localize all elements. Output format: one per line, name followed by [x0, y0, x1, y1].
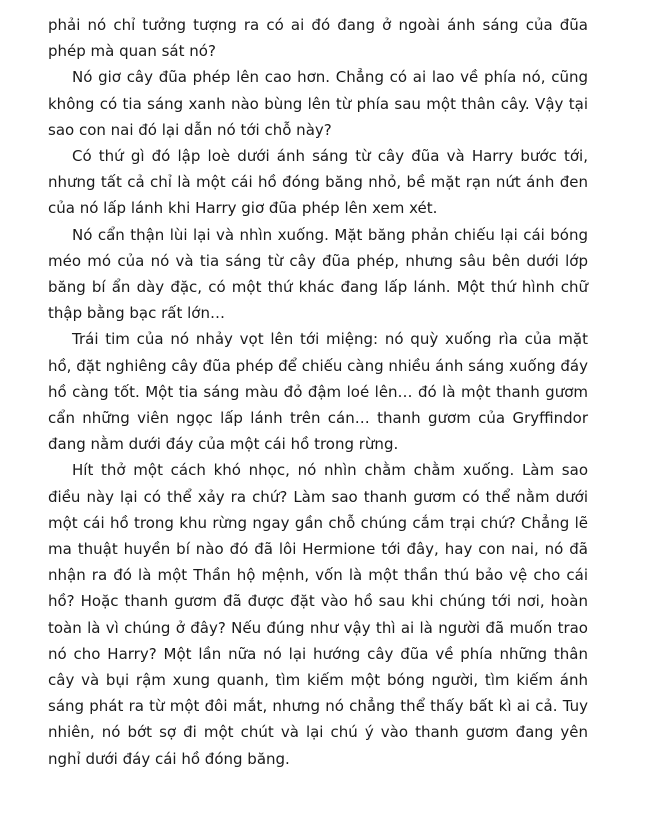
paragraph: Nó cẩn thận lùi lại và nhìn xuống. Mặt băng phản chiếu lại cái bóng méo mó của nó và tia sáng từ cây đũa phép, nhưng sâu bên dưới lớp băng bí ẩn dày đặc, có một thứ khác đang lấp lánh. Một thứ hình chữ thập bằng bạc rất lớn…: [48, 225, 588, 323]
paragraph: Nó giơ cây đũa phép lên cao hơn. Chẳng có ai lao về phía nó, cũng không có tia sáng xanh nào bùng lên từ phía sau một thân cây. Vậy tại sao con nai đó lại dẫn nó tới chỗ này?: [48, 68, 588, 139]
paragraph: phải nó chỉ tưởng tượng ra có ai đó đang ở ngoài ánh sáng của đũa phép mà quan sát nó?: [48, 16, 588, 61]
document-page: [48, 12, 588, 772]
paragraph: Trái tim của nó nhảy vọt lên tới miệng: nó quỳ xuống rìa của mặt hồ, đặt nghiêng cây đũa phép để chiếu càng nhiều ánh sáng xuống đáy hồ càng tốt. Một tia sáng màu đỏ đậm loé lên… đó là một thanh gươm cẩn những viên ngọc lấp lánh trên cán… thanh gươm của Gryffindor đang nằm dưới đáy của một cái hồ trong rừng.: [48, 330, 588, 454]
paragraph: Có thứ gì đó lập loè dưới ánh sáng từ cây đũa và Harry bước tới, nhưng tất cả chỉ là một cái hồ đóng băng nhỏ, bề mặt rạn nứt ánh đen của nó lấp lánh khi Harry giơ đũa phép lên xem xét.: [48, 147, 588, 218]
paragraph: Hít thở một cách khó nhọc, nó nhìn chằm chằm xuống. Làm sao điều này lại có thể xảy ra chứ? Làm sao thanh gươm có thể nằm dưới một cái hồ trong khu rừng ngay gần chỗ chúng cắm trại chứ? Chẳng lẽ ma thuật huyền bí nào đó đã lôi Hermione tới đây, hay con nai, nó đã nhận ra đó là một Thần hộ mệnh, vốn là một thần thú bảo vệ cho cái hồ? Hoặc thanh gươm đã được đặt vào hồ sau khi chúng tới nơi, hoàn toàn là vì chúng ở đây? Nếu đúng như vậy thì ai là người đã muốn trao nó cho Harry? Một lần nữa nó lại hướng cây đũa về phía những thân cây và bụi rậm xung quanh, tìm kiếm một bóng người, tìm kiếm ánh sáng phát ra từ một đôi mắt, nhưng nó chẳng thể thấy bất kì ai cả. Tuy nhiên, nó bớt sợ đi một chút và lại chú ý vào thanh gươm đang yên nghỉ dưới đáy cái hồ đóng băng.: [48, 461, 588, 768]
